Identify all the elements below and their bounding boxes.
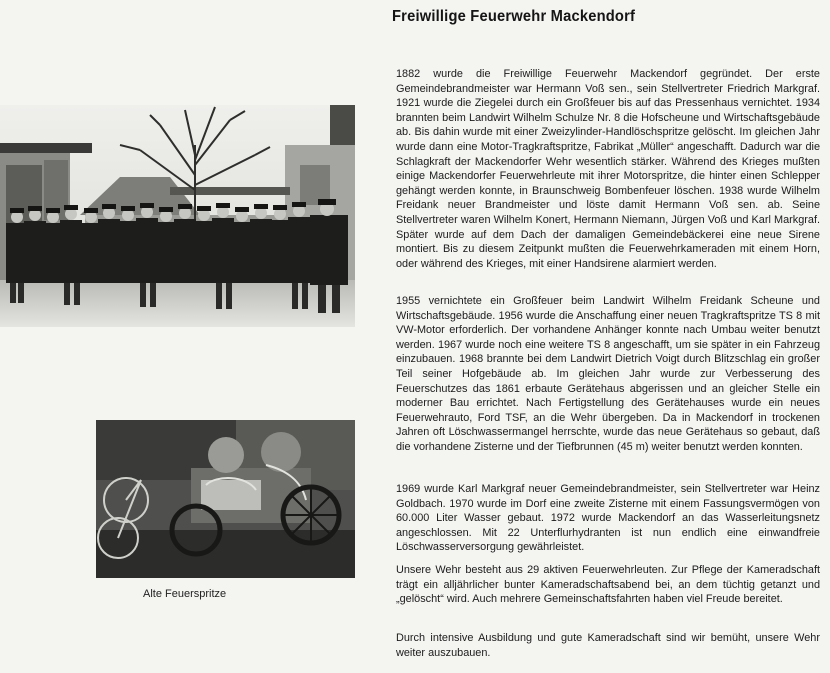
photo-caption: Alte Feuerspritze xyxy=(143,588,227,600)
paragraph-history-founding: 1882 wurde die Freiwillige Feuerwehr Mackendorf gegründet. Der erste Gemeindebrandmeister war Hermann Voß sen., sein Stellvertreter Friedrich Markgraf. 1921 wurde die Ziegelei durch ein Großfeuer bis auf das Pressenhaus vernichtet. 1934 brannten beim Landwirt Wilhelm Schulze Nr. 8 die Hofscheune und Wirtschaftsgebäude ab. Bis dahin wurde mit einer Zweizylinder-Handlöschspritze gelöscht. Im gleichen Jahr wurde dann eine Motor-Tragkraftspritze, Fabrikat „Müller“ angeschafft. Dadurch war die Schlagkraft der Mackendorfer Wehr wesentlich stärker. Während des Krieges mußten einige Mackendorfer Feuerwehrleute mit ihrer Motorspritze, die hinter einen Schlepper gehängt werden konnte, in Braunschweig Bombenfeuer löschen. 1938 wurde Wilhelm Freidank neuer Brandmeister und löste damit Hermann Voß sen. ab. Seine Stellvertreter waren Wilhelm Konert, Hermann Niemann, Jürgen Voß und Karl Markgraf. Später wurde auf dem Dach der damaligen Gemeindebäckerei eine neue Sirene montiert. Bis zu diesem Zeitpunkt mußten die Feuerwehrkameraden mit einem Horn, oder während des Krieges, mit einer Handsirene alarmiert werden. xyxy=(396,68,820,270)
old-fire-pump-photo xyxy=(96,420,355,578)
paragraph-history-postwar: 1955 vernichtete ein Großfeuer beim Landwirt Wilhelm Freidank Scheune und Wirtschaftsgebäude. 1956 wurde die Anschaffung einer neuen Tragkraftspritze TS 8 mit VW-Motor erforderlich. Der vorhandene Anhänger konnte nach Umbau weiter benutzt werden. 1967 wurde noch eine weitere TS 8 angeschafft, um sie später in ein Fahrzeug einzubauen. 1968 brannte bei dem Landwirt Dietrich Voigt durch Blitzschlag ein großer Teil seiner Hofgebäude ab. Im gleichen Jahr wurde zur Verbesserung des Feuerschutzes das 1861 erbaute Gerätehaus abgerissen und an gleicher Stelle ein moderner Bau errichtet. Nach Fertigstellung des Gerätehauses wurde ein neues Feuerwehrauto, Ford TSF, an die Wehr übergeben. Da in Mackendorf in trockenen Jahren oft Löschwassermangel herrschte, wurde das neue Gerätehaus so gebaut, daß die vorhandene Zisterne und der Tiefbrunnen (45 m) weiter benutzt werden konnten. xyxy=(396,295,820,453)
paragraph-closing: Durch intensive Ausbildung und gute Kameradschaft sind wir bemüht, unsere Wehr weiter auszubauen. xyxy=(396,632,820,659)
group-photo xyxy=(0,105,355,327)
paragraph-members: Unsere Wehr besteht aus 29 aktiven Feuerwehrleuten. Zur Pflege der Kameradschaft trägt ein alljährlicher bunter Kameradschaftsabend bei, an dem tüchtig getanzt und „gelöscht“ wird. Auch mehrere Gemeinschaftsfahrten haben viel Freude bereitet. xyxy=(396,564,820,606)
paragraph-history-1969: 1969 wurde Karl Markgraf neuer Gemeindebrandmeister, sein Stellvertreter war Heinz Goldbach. 1970 wurde im Dorf eine zweite Zisterne mit einem Fassungsvermögen von 60.000 Liter Wasser gebaut. 1972 wurde Mackendorf an das Wasserleitungsnetz angeschlossen. Mit 22 Unterflurhydranten ist nun endlich eine einwandfreie Löschwasserversorgung gewährleistet. xyxy=(396,483,820,554)
page-title: Freiwillige Feuerwehr Mackendorf xyxy=(392,8,636,25)
